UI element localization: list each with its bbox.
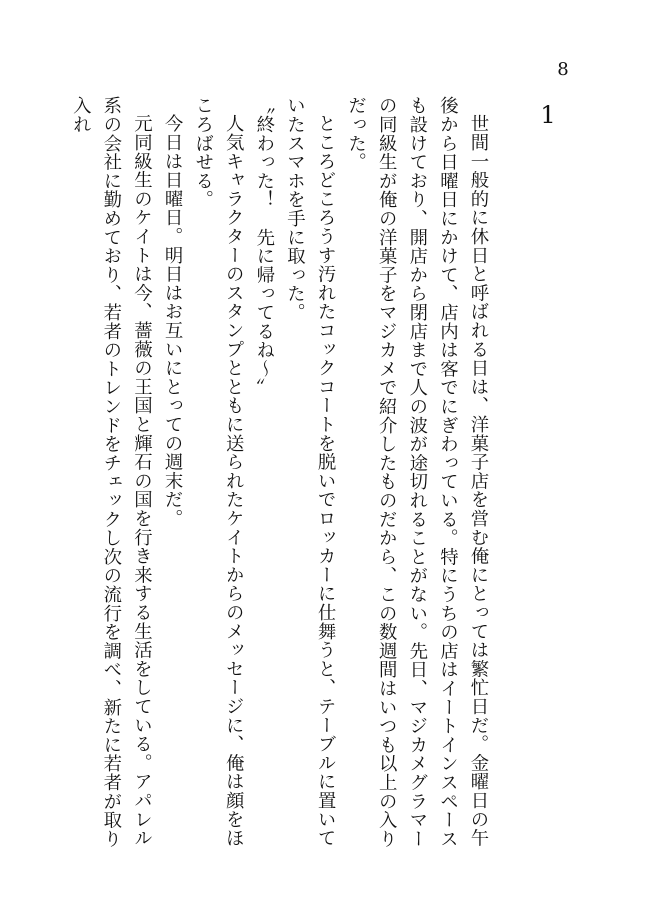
paragraph: ところどころうす汚れたコックコートを脱いでロッカーに仕舞うと、テーブルに置いていたスマホを手に取った。 <box>284 96 337 848</box>
paragraph: 人気キャラクターのスタンプとともに送られたケイトからのメッセージに、俺は顔をほころばせる。 <box>192 96 245 848</box>
page-number: 8 <box>557 59 569 80</box>
paragraph: 今日は日曜日。明日はお互いにとっての週末だ。 <box>162 114 184 528</box>
message-quote: 〝終わった！ 先に帰ってるね〜〟 <box>253 96 275 397</box>
body-text <box>70 96 493 858</box>
paragraph: 元同級生のケイトは今、薔薇の王国と輝石の国を行き来する生活をしている。アパレル系の会社に勤めており、若者のトレンドをチェックし次の流行を調べ、新たに若者が取り入れ <box>70 96 153 848</box>
paragraph: 世間一般的に休日と呼ばれる日は、洋菓子店を営む俺にとっては繁忙日だ。金曜日の午後から日曜日にかけて、店内は客でにぎわっている。特にうちの店はイートインスペースも設けており、開店から閉店まで人の波が途切れることがない。先日、マジカメグラマーの同級生が俺の洋菓子をマジカメで紹介したものだから、この数週間はいつも以上の入りだった。 <box>345 96 489 848</box>
chapter-number: 1 <box>540 101 556 129</box>
